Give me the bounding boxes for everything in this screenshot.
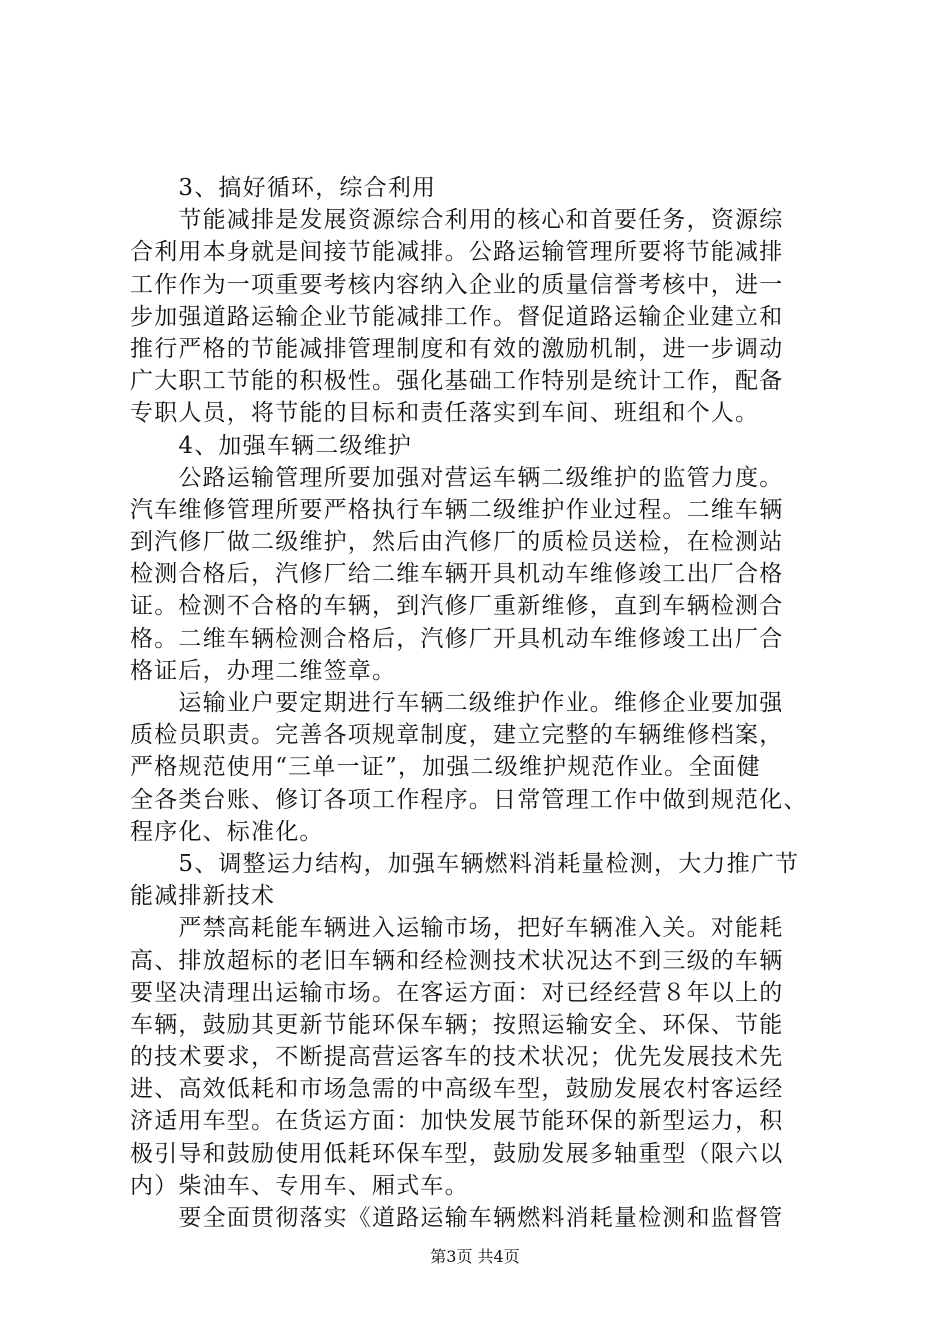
document-body	[130, 172, 830, 1234]
text-line: 质检员职责。完善各项规章制度，建立完整的车辆维修档案，	[130, 722, 784, 749]
text-line: 4、加强车辆二级维护	[178, 432, 413, 459]
text-line: 步加强道路运输企业节能减排工作。督促道路运输企业建立和	[130, 303, 784, 330]
text-line: 汽车维修管理所要严格执行车辆二级维护作业过程。二维车辆	[130, 496, 784, 523]
text-line: 格。二维车辆检测合格后，汽修厂开具机动车维修竣工出厂合	[130, 625, 784, 652]
text-line: 要全面贯彻落实《道路运输车辆燃料消耗量检测和监督管	[178, 1205, 784, 1231]
text-line: 公路运输管理所要加强对营运车辆二级维护的监管力度。	[178, 464, 784, 491]
text-line: 要坚决清理出运输市场。在客运方面：对已经经营８年以上的	[130, 979, 784, 1006]
text-line: 到汽修厂做二级维护，然后由汽修厂的质检员送检，在检测站	[130, 529, 784, 556]
text-line: 3、搞好循环，综合利用	[178, 175, 437, 201]
text-line: 严格规范使用“三单一证”，加强二级维护规范作业。全面健	[130, 754, 761, 781]
text-line: 推行严格的节能减排管理制度和有效的激励机制，进一步调动	[130, 335, 784, 362]
text-line: 5、调整运力结构，加强车辆燃料消耗量检测，大力推广节	[178, 850, 800, 877]
text-line: 严禁高耗能车辆进入运输市场，把好车辆准入关。对能耗	[178, 915, 784, 942]
text-line: 工作作为一项重要考核内容纳入企业的质量信誉考核中，进一	[130, 271, 784, 298]
text-line: 广大职工节能的积极性。强化基础工作特别是统计工作，配备	[130, 368, 784, 395]
text-line: 进、高效低耗和市场急需的中高级车型，鼓励发展农村客运经	[130, 1076, 784, 1103]
text-line: 检测合格后，汽修厂给二维车辆开具机动车维修竣工出厂合格	[130, 561, 784, 588]
text-line: 格证后，办理二维签章。	[130, 657, 397, 684]
text-line: 能减排新技术	[130, 883, 276, 910]
text-line: 运输业户要定期进行车辆二级维护作业。维修企业要加强	[178, 690, 784, 716]
text-line: 内）柴油车、专用车、厢式车。	[130, 1172, 469, 1199]
text-line: 车辆，鼓励其更新节能环保车辆；按照运输安全、环保、节能	[130, 1011, 784, 1038]
text-line: 合利用本身就是间接节能减排。公路运输管理所要将节能减排	[130, 239, 784, 266]
text-line: 专职人员，将节能的目标和责任落实到车间、班组和个人。	[130, 400, 760, 427]
text-line: 的技术要求，不断提高营运客车的技术状况；优先发展技术先	[130, 1044, 784, 1071]
text-line: 高、排放超标的老旧车辆和经检测技术状况达不到三级的车辆	[130, 947, 784, 974]
text-line: 全各类台账、修订各项工作程序。日常管理工作中做到规范化、	[130, 786, 808, 813]
text-line: 证。检测不合格的车辆，到汽修厂重新维修，直到车辆检测合	[130, 593, 784, 620]
text-line: 程序化、标准化。	[130, 818, 324, 845]
text-line: 节能减排是发展资源综合利用的核心和首要任务，资源综	[178, 207, 784, 234]
text-line: 济适用车型。在货运方面：加快发展节能环保的新型运力，积	[130, 1108, 784, 1135]
page-number-footer: 第3页 共4页	[430, 1247, 520, 1266]
text-line: 极引导和鼓励使用低耗环保车型，鼓励发展多轴重型（限六以	[130, 1140, 784, 1167]
